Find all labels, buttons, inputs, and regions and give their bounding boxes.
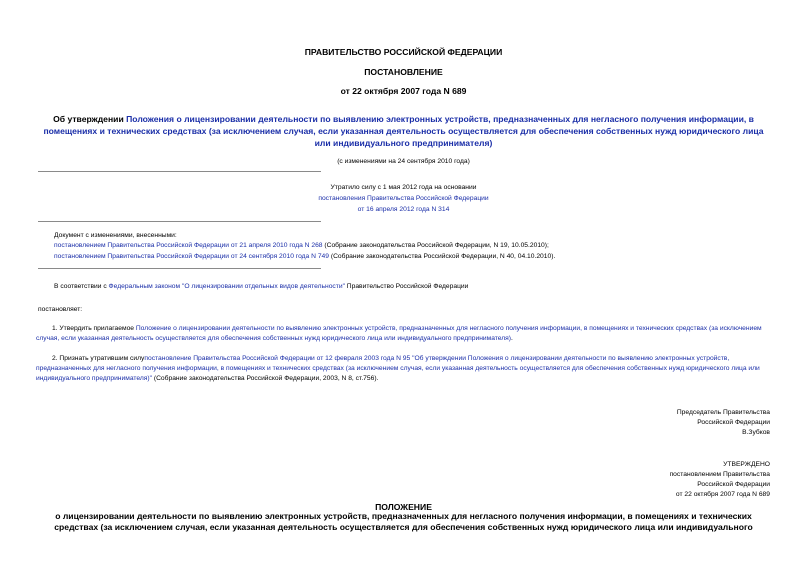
preamble	[54, 282, 794, 292]
point-2-before: 2. Признать утратившим силу	[52, 355, 145, 362]
approved-line-3: Российской Федерации	[697, 481, 770, 488]
government-heading: ПРАВИТЕЛЬСТВО РОССИЙСКОЙ ФЕДЕРАЦИИ	[304, 47, 503, 57]
divider	[38, 221, 321, 222]
point-1-before: 1. Утвердить прилагаемое	[52, 325, 136, 332]
title-prefix: Об утверждении	[53, 114, 127, 124]
federal-law-link[interactable]: Федеральным законом "О лицензировании отдельных видов деятельности"	[108, 283, 345, 290]
divider	[38, 171, 321, 172]
changes-intro: Документ с изменениями, внесенными:	[54, 232, 177, 239]
signature-line-2: Российской Федерации	[697, 419, 770, 426]
preamble-after: Правительство Российской Федерации	[344, 283, 469, 290]
point-1-after: .	[511, 335, 513, 342]
changes-item-1	[54, 241, 794, 251]
point-1	[36, 324, 774, 344]
changes-item-1-link[interactable]: постановлением Правительства Российской Федерации от 21 апреля 2010 года N 268	[54, 242, 323, 249]
divider	[38, 268, 321, 269]
changes-item-1-text: (Собрание законодательства Российской Федерации, N 19, 10.05.2010);	[322, 242, 549, 249]
regulation-heading: ПОЛОЖЕНИЕ	[375, 502, 432, 512]
amended-note: (с изменениями на 24 сентября 2010 года)	[337, 158, 470, 165]
void-notice-link-container-2	[0, 205, 807, 215]
doc-type-heading: ПОСТАНОВЛЕНИЕ	[364, 67, 443, 77]
void-notice-link-container	[0, 194, 807, 204]
signature-name: В.Зубков	[742, 429, 770, 436]
approved-line-2: постановлением Правительства	[669, 471, 770, 478]
approved-line-1: УТВЕРЖДЕНО	[723, 461, 770, 468]
title-regulation-link[interactable]: Положения о лицензировании деятельности по выявлению электронных устройств, предназначенных для негласного получения информации, в помещениях и технических средствах (за исключением случая, если указанная деятельность осуществляется для обеспечения собственных нужд юридического лица или индивидуального предпринимателя)	[43, 114, 764, 148]
void-notice-line: Утратило силу с 1 мая 2012 года на основании	[330, 184, 477, 191]
preamble-before: В соответствии с	[54, 283, 109, 290]
changes-item-2-link[interactable]: постановлением Правительства Российской Федерации от 24 сентября 2010 года N 749	[54, 253, 329, 260]
approved-line-4: от 22 октября 2007 года N 689	[675, 491, 770, 498]
changes-item-2	[54, 252, 794, 262]
point-1-link[interactable]: Положение о лицензировании деятельности по выявлению электронных устройств, предназначенных для негласного получения информации, в помещениях и технических средствах (за исключением случая, если указанная деятельность осуществляется для обеспечения собственных нужд юридического лица или индивидуального предпринимателя)	[36, 325, 762, 342]
signature-line-1: Председатель Правительства	[676, 409, 770, 416]
void-notice-link-2[interactable]: от 16 апреля 2012 года N 314	[357, 206, 450, 213]
document-title	[36, 113, 771, 149]
point-2-after: (Собрание законодательства Российской Федерации, 2003, N 8, ст.756).	[152, 375, 379, 382]
resolves-text: постановляет:	[38, 306, 83, 313]
changes-item-2-text: (Собрание законодательства Российской Федерации, N 40, 04.10.2010).	[328, 253, 556, 260]
regulation-subtitle: о лицензировании деятельности по выявлению электронных устройств, предназначенных для негласного получения информации, в помещениях и технических средствах (за исключением случая, если указанная деятельность осуществляется для обеспечения собственных нужд юридического лица или индивидуального	[54, 511, 753, 532]
void-notice-link[interactable]: постановления Правительства Российской Федерации	[318, 195, 489, 202]
point-2	[36, 354, 774, 384]
doc-date-number: от 22 октября 2007 года N 689	[340, 86, 467, 96]
point-2-link[interactable]: постановление Правительства Российской Федерации от 12 февраля 2003 года N 95 "Об утверждении Положения о лицензировании деятельности по выявлению электронных устройств, предназначенных для негласного получения информации, в помещениях и технических средствах (за исключением случая, если указанная деятельность осуществляется для обеспечения собственных нужд юридического лица или индивидуального предпринимателя)"	[36, 355, 760, 382]
